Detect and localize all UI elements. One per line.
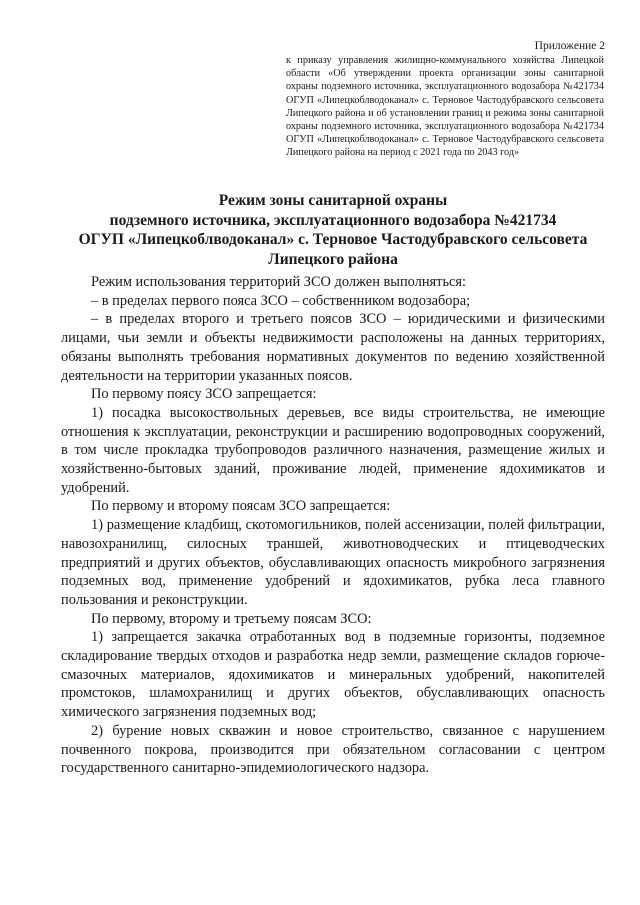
paragraph-second-third-belt: – в пределах второго и третьего поясов ЗСО – юридическими и физическими лицами, чьи земли и объекты недвижимости расположены на данных территориях, обязаны выполнять требования нормативных документов по ведению хозяйственной деятельности на территории указанных поясов. bbox=[61, 311, 605, 384]
document-body bbox=[61, 273, 605, 778]
paragraph-first-second-belt-item-1: 1) размещение кладбищ, скотомогильников, полей ассенизации, полей фильтрации, навозохранилищ, силосных траншей, животноводческих и птицеводческих предприятий и других объектов, обуславливающих опасность микробного загрязнения подземных вод, применение удобрений и ядохимикатов, рубка леса главного пользования и реконструкции. bbox=[61, 517, 605, 608]
document-title bbox=[60, 191, 606, 269]
appendix-reference-text: к приказу управления жилищно-коммунального хозяйства Липецкой области «Об утверждении проекта организации зоны санитарной охраны подземного источника, эксплуатационного водозабора №421734 ОГУП «Липецкоблводоканал» с. Терновое Частодубравского сельсовета Липецкого района и об установлении границ и режима зоны санитарной охраны подземного источника, эксплуатационного водозабора №421734 ОГУП «Липецкоблводоканал» с. Терновое Частодубравского сельсовета Липецкого района на период с 2021 года по 2043 год» bbox=[286, 55, 604, 159]
paragraph-first-belt-item-1: 1) посадка высокоствольных деревьев, все виды строительства, не имеющие отношения к эксплуатации, реконструкции и расширению водопроводных сооружений, в том числе прокладка трубопроводов различного назначения, размещение жилых и хозяйственно-бытовых зданий, проживание людей, применение ядохимикатов и удобрений. bbox=[61, 404, 605, 496]
paragraph-first-belt-owner: – в пределах первого пояса ЗСО – собственником водозабора; bbox=[91, 292, 471, 309]
paragraph-all-belts-item-1: 1) запрещается закачка отработанных вод в подземные горизонты, подземное складирование твердых отходов и разработка недр земли, размещение складов горюче-смазочных материалов, ядохимикатов и минеральных удобрений, накопителей промстоков, шламохранилищ и других объектов, обуславливающих опасность химического загрязнения подземных вод; bbox=[61, 629, 605, 721]
paragraph-heading-first-belt: По первому поясу ЗСО запрещается: bbox=[91, 386, 317, 403]
title-line-1: Режим зоны санитарной охраны bbox=[218, 192, 448, 209]
paragraph-heading-first-second-belt: По первому и второму поясам ЗСО запрещается: bbox=[91, 498, 391, 515]
paragraph-all-belts-item-2: 2) бурение новых скважин и новое строительство, связанное с нарушением почвенного покрова, производится при обязательном согласовании с центром государственного санитарно-эпидемиологического надзора. bbox=[61, 722, 605, 777]
title-line-3: ОГУП «Липецкоблводоканал» с. Терновое Частодубравского сельсовета bbox=[78, 231, 588, 248]
paragraph-intro: Режим использования территорий ЗСО должен выполняться: bbox=[91, 274, 467, 290]
title-line-4: Липецкого района bbox=[268, 250, 398, 268]
title-line-2: подземного источника, эксплуатационного водозабора №421734 bbox=[109, 211, 557, 229]
paragraph-heading-all-belts: По первому, второму и третьему поясам ЗСО: bbox=[91, 610, 372, 627]
appendix-label: Приложение 2 bbox=[534, 40, 605, 52]
